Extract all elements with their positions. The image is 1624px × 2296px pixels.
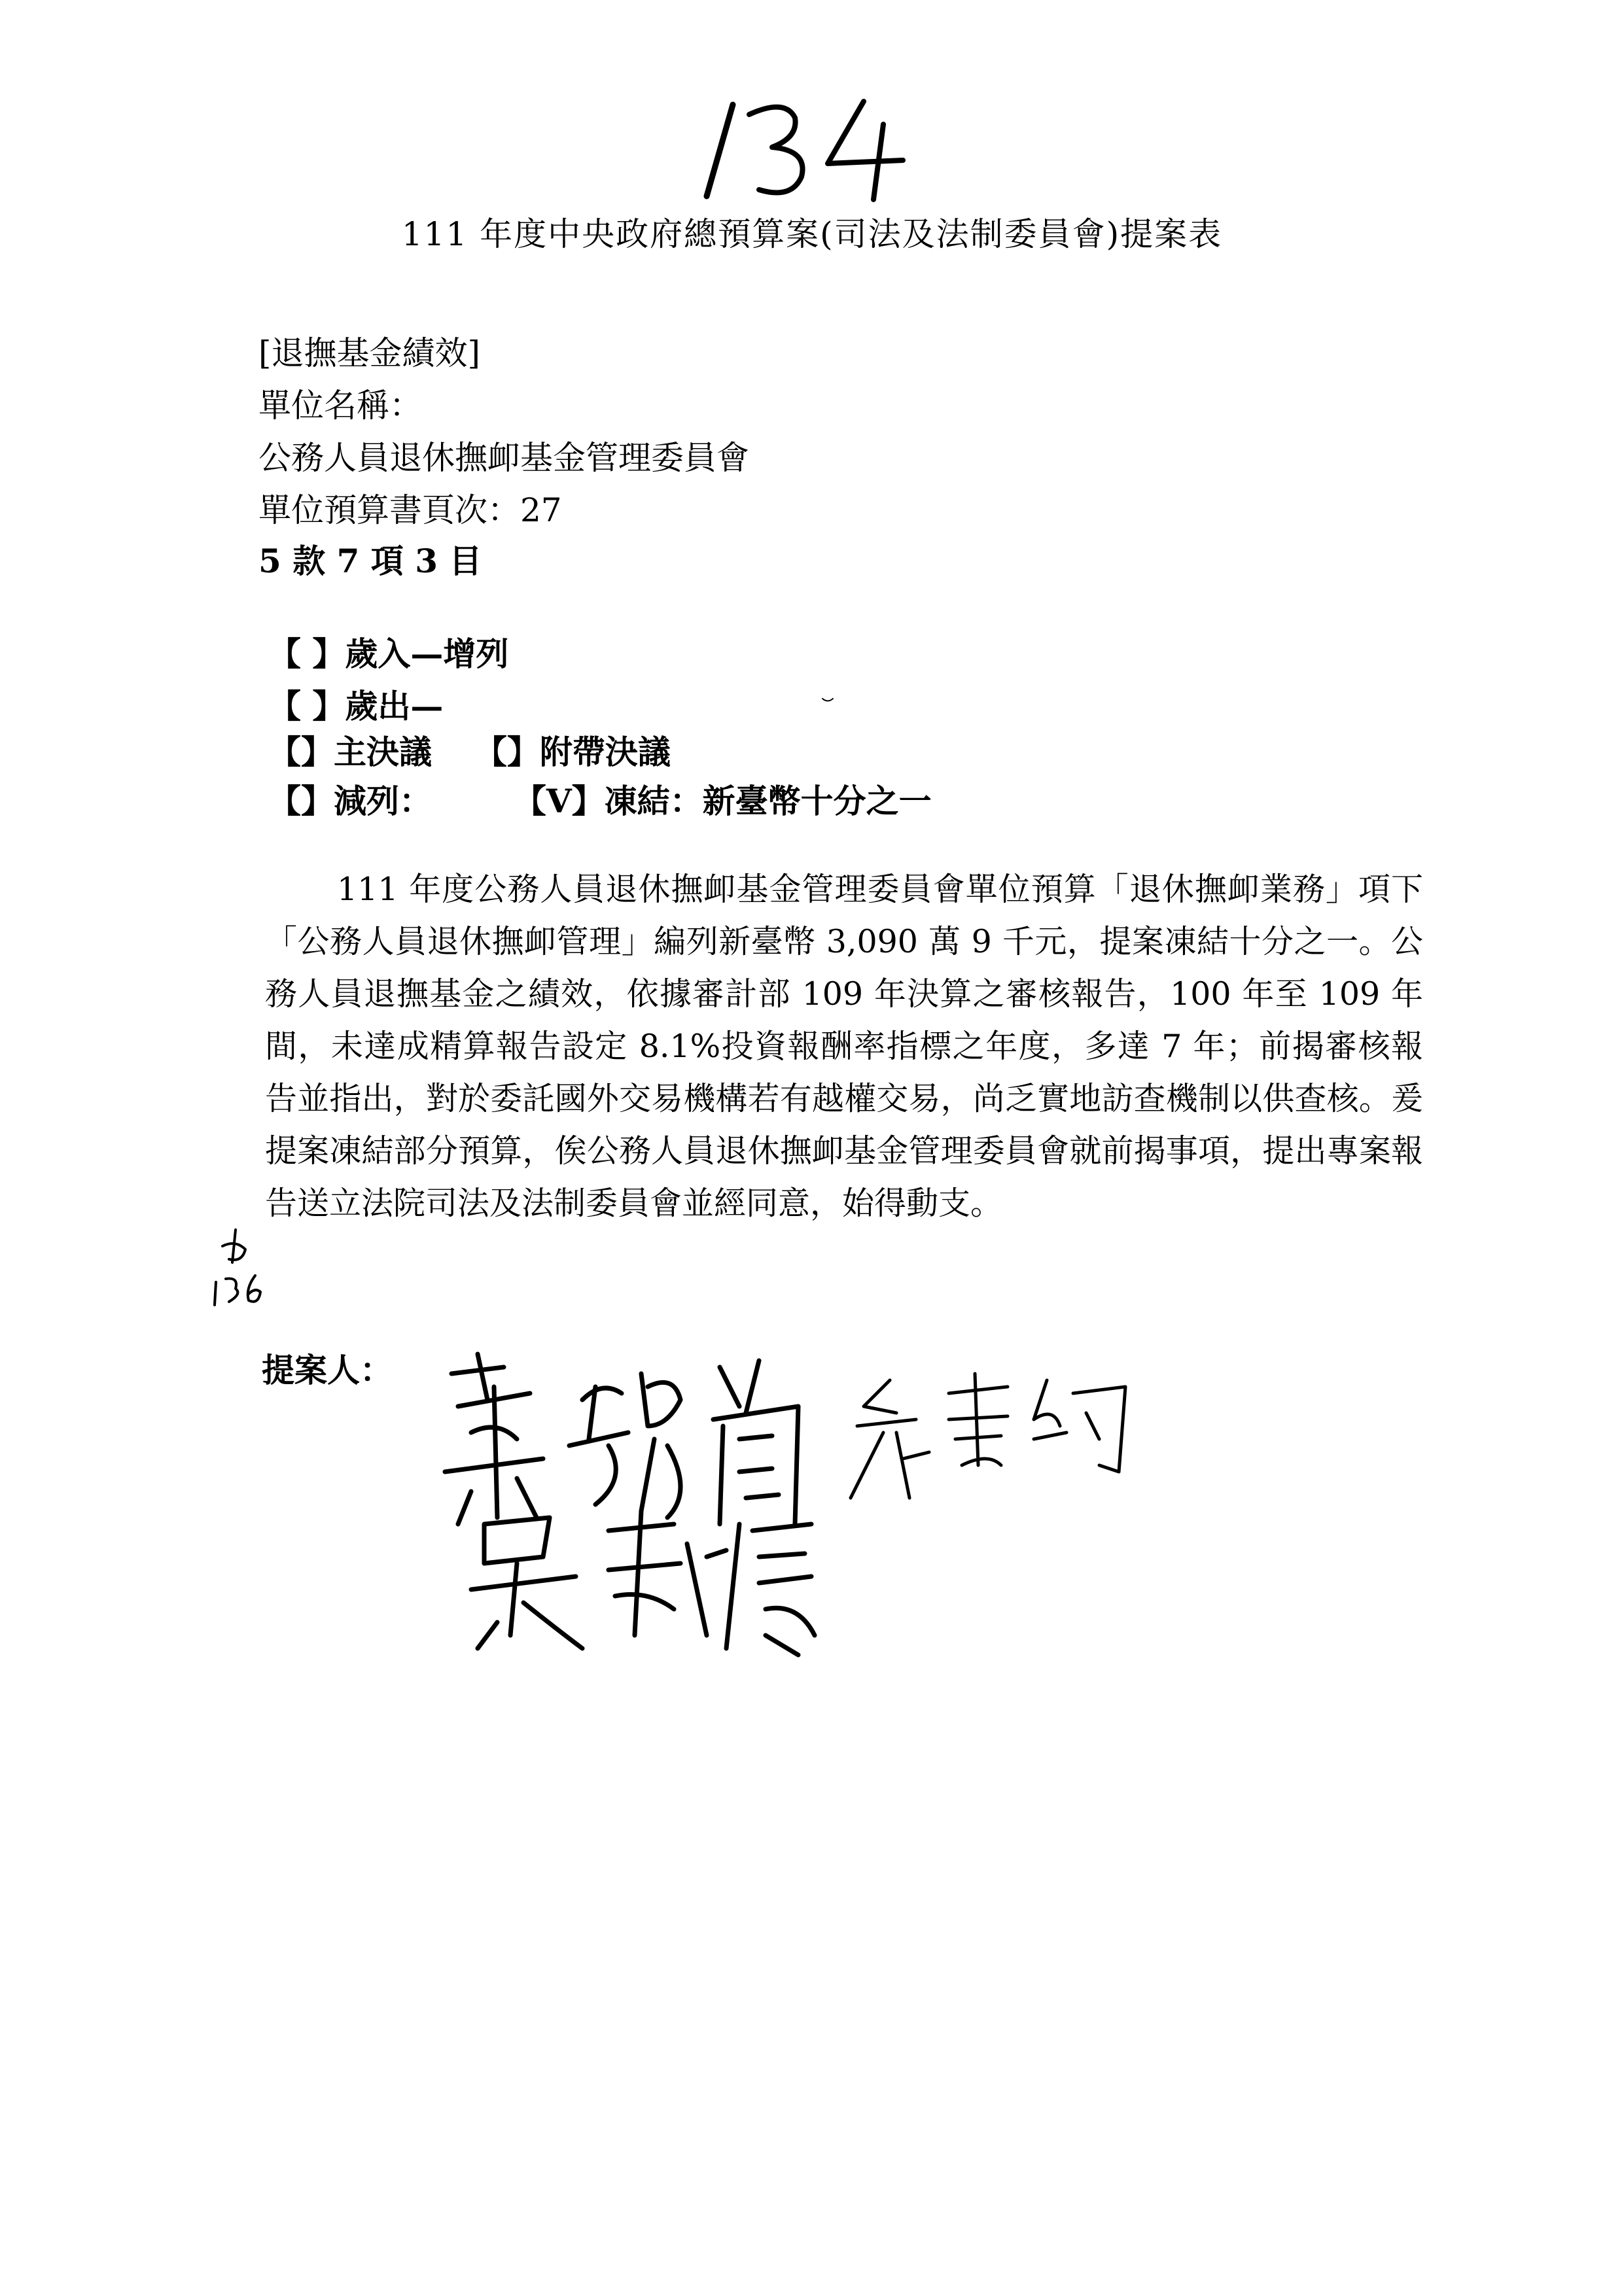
- signature-1-handwritten: [432, 1348, 838, 1531]
- stray-mark: [821, 697, 834, 704]
- proposer-label: 提案人：: [262, 1351, 393, 1389]
- option-reduction-freeze: [268, 775, 932, 822]
- budget-page: 單位預算書頁次：27: [258, 491, 562, 529]
- topic-heading: [退撫基金績效]: [258, 334, 481, 372]
- option-reduction: 【】減列：: [268, 782, 432, 820]
- option-expenditure: 【 】歲出—: [268, 687, 444, 725]
- signature-2-handwritten: [838, 1367, 1139, 1511]
- option-freeze: 【V】凍結：新臺幣十分之一: [513, 782, 932, 820]
- item-code: 5 款 7 項 3 目: [258, 542, 482, 580]
- handwritten-page-number: [687, 85, 936, 209]
- option-revenue: 【 】歲入—增列: [268, 635, 509, 673]
- option-attached-resolution: 【】附帶決議: [474, 733, 671, 771]
- unit-name: 公務人員退休撫卹基金管理委員會: [258, 439, 749, 477]
- margin-note-handwritten: [209, 1223, 268, 1321]
- document-title: 111 年度中央政府總預算案(司法及法制委員會)提案表: [401, 215, 1223, 253]
- proposal-body: 111 年度公務人員退休撫卹基金管理委員會單位預算「退休撫卹業務」項下「公務人員退休撫卹管理」編列新臺幣 3,090 萬 9 千元，提案凍結十分之一。公務人員退撫基金之績效，依據審計部 109 年決算之審核報告，100 年至 109 年間，未達成精算報告設定 8.1%投資報酬率指標之年度，多達 7 年；前揭審核報告並指出，對於委託國外交易機構若有越權交易，尚乏實地訪查機制以供查核。爰提案凍結部分預算，俟公務人員退休撫卹基金管理委員會就前揭事項，提出專案報告送立法院司法及法制委員會並經同意，始得動支。: [265, 871, 1423, 1222]
- option-resolutions: [268, 726, 671, 773]
- option-main-resolution: 【】主決議: [268, 733, 432, 771]
- signature-3-handwritten: [458, 1505, 824, 1661]
- unit-label: 單位名稱：: [258, 387, 422, 425]
